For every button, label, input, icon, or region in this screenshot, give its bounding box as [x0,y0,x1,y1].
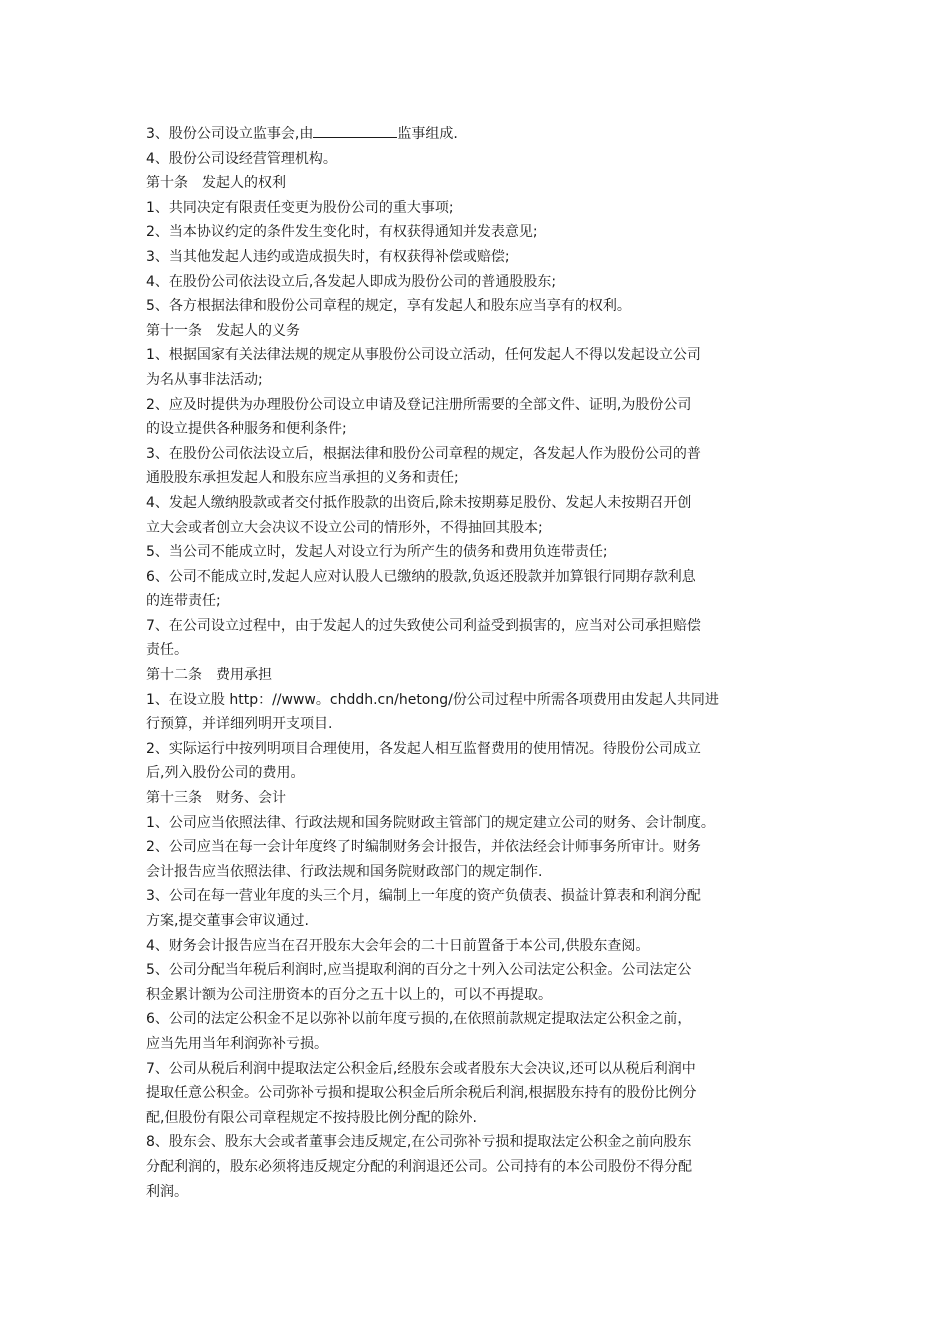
text-line: 配,但股份有限公司章程规定不按持股比例分配的除外. [146,1109,477,1126]
text-line: 2、应及时提供为办理股份公司设立申请及登记注册所需要的全部文件、证明,为股份公司 [146,396,692,413]
text-line: 5、公司分配当年税后利润时,应当提取利润的百分之十列入公司法定公积金。公司法定公 [146,962,692,979]
text-line: 1、公司应当依照法律、行政法规和国务院财政主管部门的规定建立公司的财务、会计制度。 [146,814,715,831]
text-line: 第十二条 费用承担 [146,667,272,684]
text-line: 5、各方根据法律和股份公司章程的规定，享有发起人和股东应当享有的权利。 [146,298,631,315]
text-line [146,122,818,147]
fill-in-blank[interactable] [313,122,397,138]
text-before-blank: 3、股份公司设立监事会,由 [146,126,314,142]
text-line: 利润。 [146,1183,188,1200]
text-line: 第十一条 发起人的义务 [146,322,300,339]
text-line: 提取任意公积金。公司弥补亏损和提取公积金后所余税后利润,根据股东持有的股份比例分 [146,1085,697,1102]
text-line: 第十条 发起人的权利 [146,175,286,192]
text-line: 立大会或者创立大会决议不设立公司的情形外，不得抽回其股本; [146,519,543,536]
text-line: 1、根据国家有关法律法规的规定从事股份公司设立活动，任何发起人不得以发起设立公司 [146,347,701,364]
text-line: 1、共同决定有限责任变更为股份公司的重大事项; [146,199,454,216]
text-line: 8、股东会、股东大会或者董事会违反规定,在公司弥补亏损和提取法定公积金之前向股东 [146,1134,692,1151]
text-line: 分配利润的，股东必须将违反规定分配的利润退还公司。公司持有的本公司股份不得分配 [146,1158,692,1175]
text-line: 3、在股份公司依法设立后，根据法律和股份公司章程的规定，各发起人作为股份公司的普 [146,445,701,462]
text-line: 的连带责任; [146,593,221,610]
text-line: 应当先用当年利润弥补亏损。 [146,1035,328,1052]
text-line: 3、当其他发起人违约或造成损失时，有权获得补偿或赔偿; [146,248,510,265]
text-line: 2、实际运行中按列明项目合理使用，各发起人相互监督费用的使用情况。待股份公司成立 [146,740,701,757]
text-after-blank: 监事组成. [397,126,458,142]
text-line: 责任。 [146,642,188,659]
text-line: 第十三条 财务、会计 [146,790,286,807]
text-line: 后,列入股份公司的费用。 [146,765,305,782]
text-line: 4、在股份公司依法设立后,各发起人即成为股份公司的普通股股东; [146,273,557,290]
text-line: 方案,提交董事会审议通过. [146,913,309,929]
text-line: 积金累计额为公司注册资本的百分之五十以上的，可以不再提取。 [146,986,552,1003]
text-line: 行预算，并详细列明开支项目. [146,716,333,733]
text-line: 6、公司不能成立时,发起人应对认股人已缴纳的股款,负返还股款并加算银行同期存款利息 [146,568,696,585]
text-line: 6、公司的法定公积金不足以弥补以前年度亏损的,在依照前款规定提取法定公积金之前， [146,1011,692,1028]
text-line: 会计报告应当依照法律、行政法规和国务院财政部门的规定制作. [146,863,543,880]
text-line: 7、公司从税后利润中提取法定公积金后,经股东会或者股东大会决议,还可以从税后利润中 [146,1060,696,1077]
text-line: 通股股东承担发起人和股东应当承担的义务和责任; [146,470,459,487]
text-line: 3、公司在每一营业年度的头三个月，编制上一年度的资产负债表、损益计算表和利润分配 [146,888,701,905]
text-line: 4、财务会计报告应当在召开股东大会年会的二十日前置备于本公司,供股东查阅。 [146,937,650,954]
text-line: 1、在设立股 http：//www。chddh.cn/hetong/份公司过程中所需各项费用由发起人共同进 [146,691,719,708]
text-line: 7、在公司设立过程中，由于发起人的过失致使公司利益受到损害的，应当对公司承担赔偿 [146,617,701,634]
text-line: 的设立提供各种服务和便利条件; [146,421,347,438]
text-line: 2、公司应当在每一会计年度终了时编制财务会计报告，并依法经会计师事务所审计。财务 [146,839,701,856]
text-line: 为名从事非法活动; [146,371,263,388]
text-line: 2、当本协议约定的条件发生变化时，有权获得通知并发表意见; [146,224,538,241]
text-line: 4、发起人缴纳股款或者交付抵作股款的出资后,除未按期募足股份、发起人未按期召开创 [146,494,692,511]
document-body [146,122,818,1204]
text-line: 4、股份公司设经营管理机构。 [146,150,337,167]
text-line: 5、当公司不能成立时，发起人对设立行为所产生的债务和费用负连带责任; [146,544,608,561]
